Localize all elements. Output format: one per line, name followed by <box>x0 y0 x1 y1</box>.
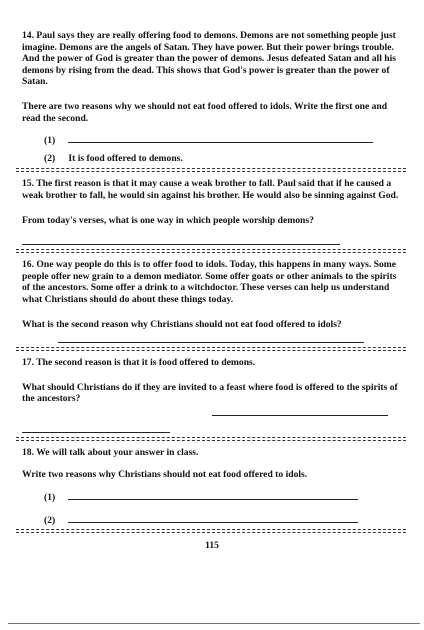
answer-label-2: (2) <box>44 152 56 164</box>
answer-blank-18-2[interactable] <box>68 513 358 523</box>
section-18 <box>22 447 402 526</box>
section-17-text: 17. The second reason is that it is food offered to demons. <box>22 357 256 369</box>
answer-row-1 <box>22 133 402 147</box>
answer-label-18-1: (1) <box>44 492 56 504</box>
answer-blank-1[interactable] <box>68 133 373 143</box>
section-divider <box>16 168 406 174</box>
section-16 <box>22 259 402 343</box>
answer-blank-17b[interactable] <box>22 420 170 433</box>
answer-blank-15[interactable] <box>22 232 340 245</box>
answer-row-18-1 <box>22 490 402 504</box>
answer-label-18-2: (2) <box>44 514 56 526</box>
answer-blank-17a[interactable] <box>212 403 388 416</box>
section-divider <box>16 529 406 535</box>
section-16-text: 16. One way people do this is to offer food to idols. Today, this happens in many ways. Some people offer new grain to a demon mediator. Some offer goats or other animals to the spirits of the ancestors. Some offer a drink to a witchdoctor. These verses can help us understand what Christians should do about these things today. <box>22 259 397 305</box>
section-15-question: From today's verses, what is one way in which people worship demons? <box>22 214 314 226</box>
answer-blank-18-1[interactable] <box>68 490 358 500</box>
section-divider <box>16 347 406 353</box>
section-15-text: 15. The first reason is that it may cause a weak brother to fall. Paul said that if he caused a weak brother to fall, he would sin against his brother. He would also be sinning against God. <box>22 178 399 201</box>
page-number: 115 <box>205 541 219 552</box>
answer-label-1: (1) <box>44 135 56 147</box>
answer-row-18-2 <box>22 513 402 527</box>
page-bottom-rule <box>8 623 420 624</box>
section-17-question: What should Christians do if they are invited to a feast where food is offered to the spirits of the ancestors? <box>22 381 398 405</box>
section-14-text: 14. Paul says they are really offering food to demons. Demons are not something people just imagine. Demons are the angels of Satan. They have power. But their power brings trouble. And the power of God is greater than the power of demons. Jesus defeated Satan and all his demons by rising from the dead. This shows that God's power is greater than the power of Satan. <box>22 30 397 88</box>
answer-text-2: It is food offered to demons. <box>68 152 183 164</box>
section-15 <box>22 178 402 245</box>
section-16-question: What is the second reason why Christians should not eat food offered to idols? <box>22 318 342 330</box>
section-divider <box>16 249 406 255</box>
section-18-text: 18. We will talk about your answer in class. <box>22 446 199 458</box>
section-14-instruction: There are two reasons why we should not eat food offered to idols. Write the first one and read the second. <box>22 100 388 124</box>
section-divider <box>16 437 406 443</box>
section-14 <box>22 30 402 164</box>
section-17 <box>22 357 402 433</box>
section-18-instruction: Write two reasons why Christians should not eat food offered to idols. <box>22 469 308 481</box>
answer-row-2 <box>22 153 402 165</box>
answer-blank-16[interactable] <box>58 330 364 343</box>
